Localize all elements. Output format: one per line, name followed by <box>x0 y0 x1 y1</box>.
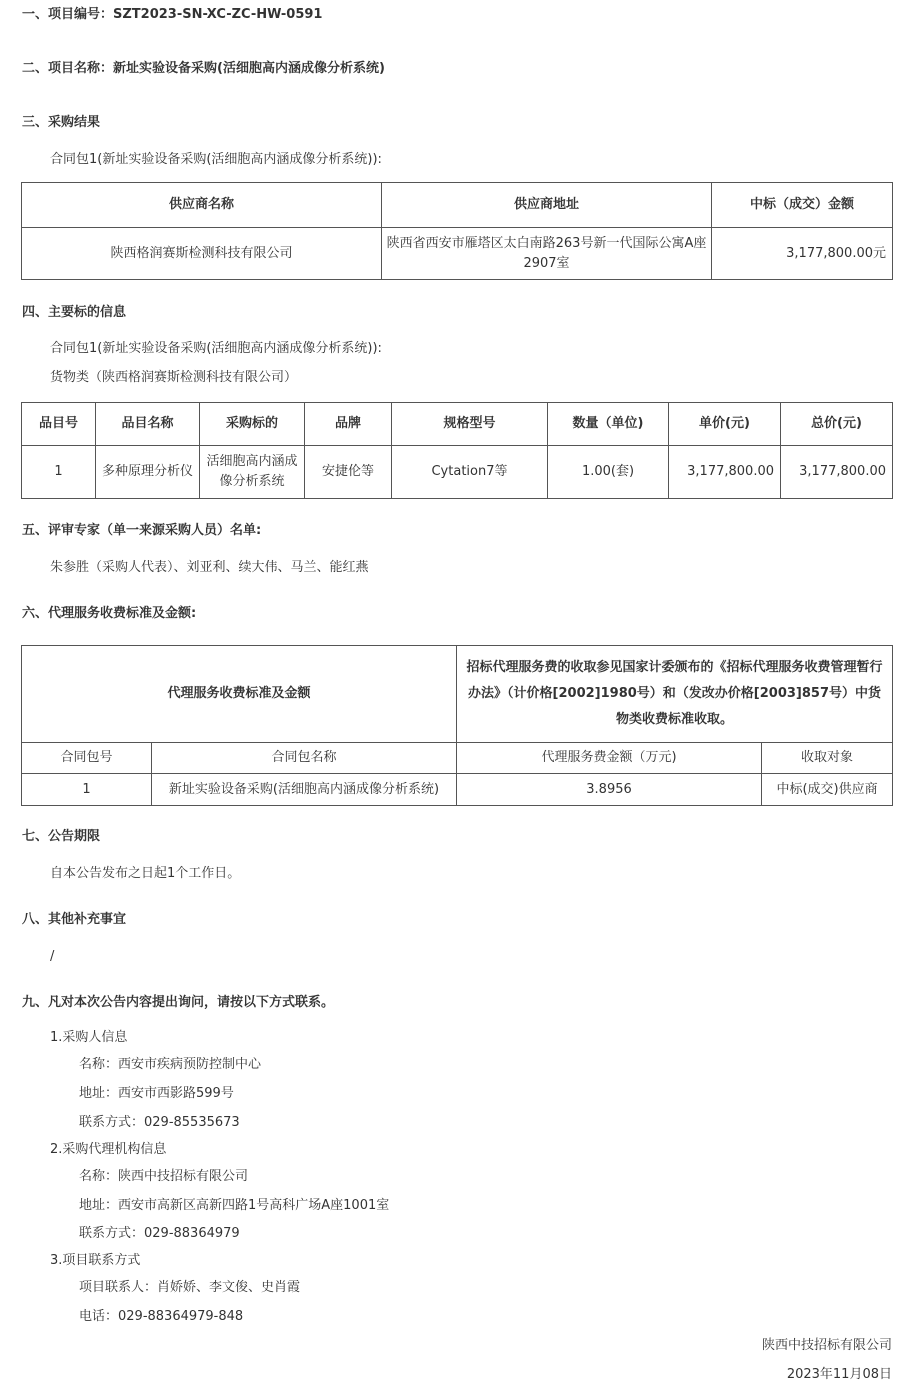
project-name-heading: 二、项目名称：新址实验设备采购(活细胞高内涵成像分析系统) <box>22 61 385 76</box>
main-subject-heading: 四、主要标的信息 <box>22 305 127 320</box>
table-header-row <box>22 403 893 446</box>
header-supplier-name: 供应商名称 <box>22 183 382 228</box>
header-unit-price: 单价(元) <box>669 403 781 446</box>
fee-payer: 中标(成交)供应商 <box>762 774 893 806</box>
subject-package-line: 合同包1(新址实验设备采购(活细胞高内涵成像分析系统)): <box>50 341 382 356</box>
item-quantity: 1.00(套) <box>548 446 669 499</box>
header-package-name: 合同包名称 <box>152 743 457 774</box>
agency-address: 地址：西安市高新区高新四路1号高科广场A座1001室 <box>79 1198 390 1213</box>
header-item-name: 品目名称 <box>96 403 200 446</box>
notice-period-heading: 七、公告期限 <box>22 829 101 844</box>
item-brand: 安捷伦等 <box>305 446 392 499</box>
table-header-row <box>22 183 893 228</box>
header-quantity: 数量（单位) <box>548 403 669 446</box>
purchaser-title: 1.采购人信息 <box>50 1030 128 1045</box>
fee-standard-label: 代理服务收费标准及金额 <box>22 646 457 743</box>
table-row <box>22 228 893 280</box>
contact-heading: 九、凡对本次公告内容提出询问，请按以下方式联系。 <box>22 995 335 1010</box>
item-unit-price: 3,177,800.00 <box>669 446 781 499</box>
item-subject: 活细胞高内涵成像分析系统 <box>200 446 305 499</box>
header-supplier-address: 供应商地址 <box>382 183 712 228</box>
header-total-price: 总价(元) <box>781 403 893 446</box>
agency-contact: 联系方式：029-88364979 <box>79 1226 240 1241</box>
other-matters-heading: 八、其他补充事宜 <box>22 912 127 927</box>
item-no: 1 <box>22 446 96 499</box>
agency-title: 2.采购代理机构信息 <box>50 1142 167 1157</box>
header-subject: 采购标的 <box>200 403 305 446</box>
header-item-no: 品目号 <box>22 403 96 446</box>
procurement-result-heading: 三、采购结果 <box>22 115 101 130</box>
expert-names: 朱参胜（采购人代表）、刘亚利、续大伟、马兰、能红燕 <box>50 560 369 575</box>
footer-organization: 陕西中技招标有限公司 <box>761 1338 892 1353</box>
project-contact-phone: 电话：029-88364979-848 <box>79 1309 244 1324</box>
award-amount: 3,177,800.00元 <box>712 228 893 280</box>
project-contact-people: 项目联系人：肖娇娇、李文俊、史肖霞 <box>79 1280 301 1295</box>
table-header-row <box>22 743 893 774</box>
item-total-price: 3,177,800.00 <box>781 446 893 499</box>
header-award-amount: 中标（成交）金额 <box>712 183 893 228</box>
package-no: 1 <box>22 774 152 806</box>
item-name: 多种原理分析仪 <box>96 446 200 499</box>
subject-category-line: 货物类（陕西格润赛斯检测科技有限公司） <box>50 370 298 385</box>
fee-standard-row <box>22 646 893 743</box>
header-brand: 品牌 <box>305 403 392 446</box>
project-number-heading: 一、项目编号：SZT2023-SN-XC-ZC-HW-0591 <box>22 7 323 22</box>
agency-fee-table <box>21 645 893 806</box>
purchaser-name: 名称：西安市疾病预防控制中心 <box>79 1057 262 1072</box>
footer-date: 2023年11月08日 <box>786 1367 892 1382</box>
agency-name: 名称：陕西中技招标有限公司 <box>79 1169 249 1184</box>
item-model: Cytation7等 <box>392 446 548 499</box>
header-package-no: 合同包号 <box>22 743 152 774</box>
purchaser-address: 地址：西安市西影路599号 <box>79 1086 234 1101</box>
supplier-name: 陕西格润赛斯检测科技有限公司 <box>22 228 382 280</box>
supplier-address: 陕西省西安市雁塔区太白南路263号新一代国际公寓A座2907室 <box>382 228 712 280</box>
header-model: 规格型号 <box>392 403 548 446</box>
other-matters-text: / <box>50 949 55 964</box>
purchaser-contact: 联系方式：029-85535673 <box>79 1115 240 1130</box>
fee-standard-text: 招标代理服务费的收取参见国家计委颁布的《招标代理服务收费管理暂行办法》（计价格[2002]1980号）和（发改办价格[2003]857号）中货物类收费标准收取。 <box>457 646 893 743</box>
notice-period-text: 自本公告发布之日起1个工作日。 <box>50 866 241 881</box>
header-fee-payer: 收取对象 <box>762 743 893 774</box>
result-table <box>21 182 893 280</box>
result-package-line: 合同包1(新址实验设备采购(活细胞高内涵成像分析系统)): <box>50 152 382 167</box>
agency-fee-heading: 六、代理服务收费标准及金额: <box>22 606 197 621</box>
expert-list-heading: 五、评审专家（单一来源采购人员）名单: <box>22 523 262 538</box>
fee-amount: 3.8956 <box>457 774 762 806</box>
subject-table <box>21 402 893 499</box>
header-fee-amount: 代理服务费金额（万元) <box>457 743 762 774</box>
table-row <box>22 774 893 806</box>
table-row <box>22 446 893 499</box>
package-name: 新址实验设备采购(活细胞高内涵成像分析系统) <box>152 774 457 806</box>
project-contact-title: 3.项目联系方式 <box>50 1253 141 1268</box>
